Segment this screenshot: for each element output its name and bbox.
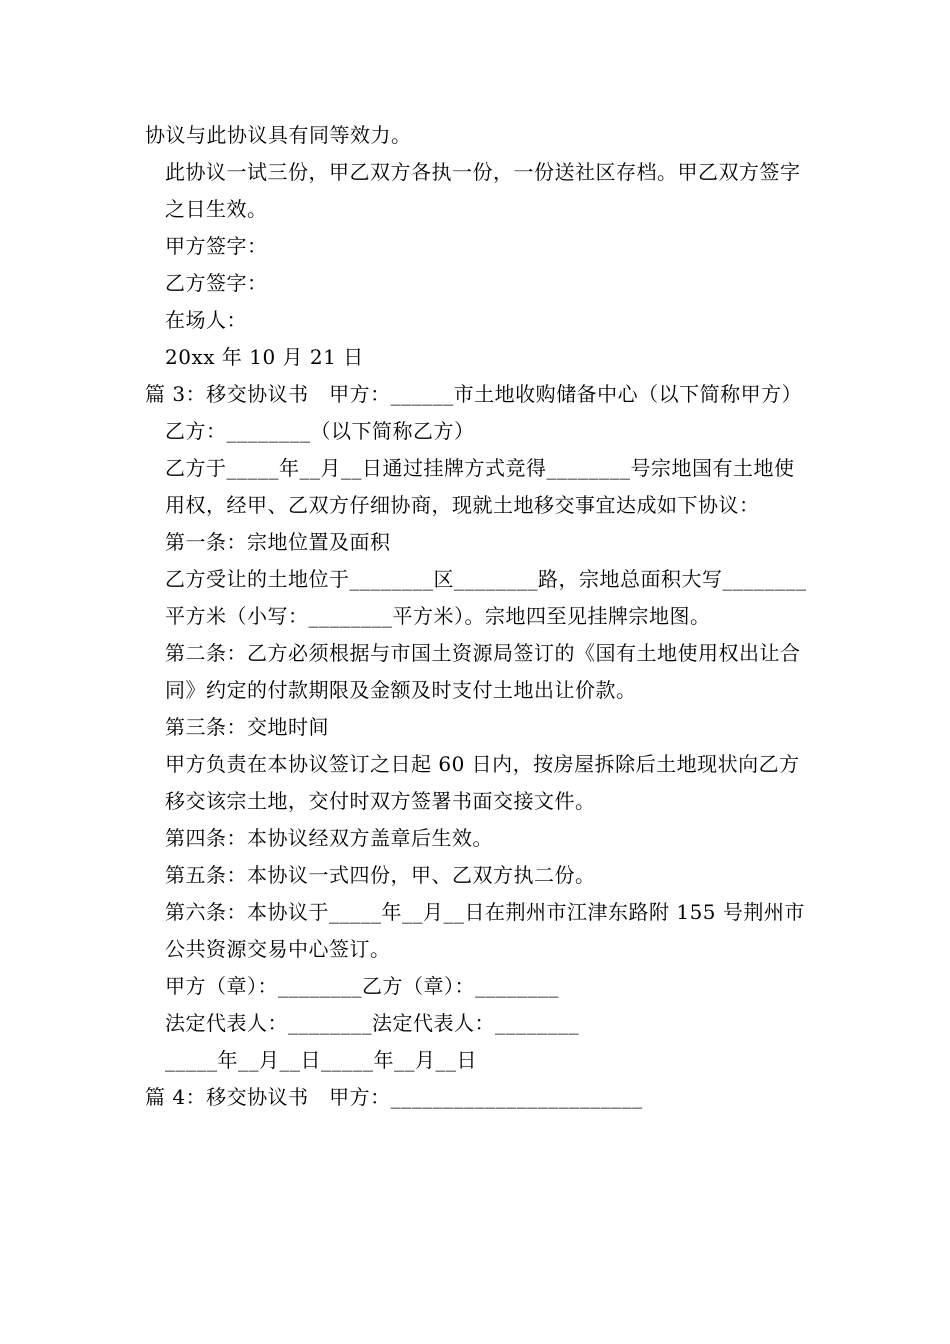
paragraph: 乙方受让的土地位于________区________路，宗地总面积大写________平方米（小写：________平方米）。宗地四至见挂牌宗地图。: [165, 567, 807, 628]
article-paragraph: 第二条：乙方必须根据与市国土资源局签订的《国有土地使用权出让合同》约定的付款期限及金额及时支付土地出让价款。: [165, 641, 801, 702]
date-line: _____年__月__日_____年__月__日: [165, 1048, 477, 1072]
paragraph: 甲方负责在本协议签订之日起 60 日内，按房屋拆除后土地现状向乙方移交该宗土地，交付时双方签署书面交接文件。: [165, 752, 800, 813]
article-paragraph: 第五条：本协议一式四份，甲、乙双方执二份。: [165, 863, 596, 887]
seal-line: 甲方（章）：________乙方（章）：________: [165, 974, 559, 998]
section-heading: 篇 3：移交协议书 甲方：______市土地收购储备中心（以下简称甲方）: [145, 382, 803, 406]
article-paragraph: 第六条：本协议于_____年__月__日在荆州市江津东路附 155 号荆州市公共资源交易中心签订。: [165, 900, 805, 961]
legal-representative-line: 法定代表人：________法定代表人：________: [165, 1011, 579, 1035]
paragraph: 协议与此协议具有同等效力。: [145, 123, 412, 147]
paragraph: 此协议一试三份，甲乙双方各执一份，一份送社区存档。甲乙双方签字之日生效。: [165, 160, 801, 221]
article-heading: 第一条：宗地位置及面积: [165, 530, 391, 554]
signature-line-party-b: 乙方签字：: [165, 271, 268, 295]
document-body: [145, 117, 810, 1116]
article-heading: 第三条：交地时间: [165, 715, 329, 739]
article-paragraph: 第四条：本协议经双方盖章后生效。: [165, 826, 493, 850]
section-heading: 篇 4：移交协议书 甲方：________________________: [145, 1085, 643, 1109]
paragraph: 乙方：________（以下简称乙方）: [165, 419, 475, 443]
paragraph: 乙方于_____年__月__日通过挂牌方式竞得________号宗地国有土地使用权，经甲、乙双方仔细协商，现就土地移交事宜达成如下协议：: [165, 456, 795, 517]
witness-line: 在场人：: [165, 308, 247, 332]
signature-line-party-a: 甲方签字：: [165, 234, 268, 258]
date-line: 20xx 年 10 月 21 日: [165, 345, 364, 369]
